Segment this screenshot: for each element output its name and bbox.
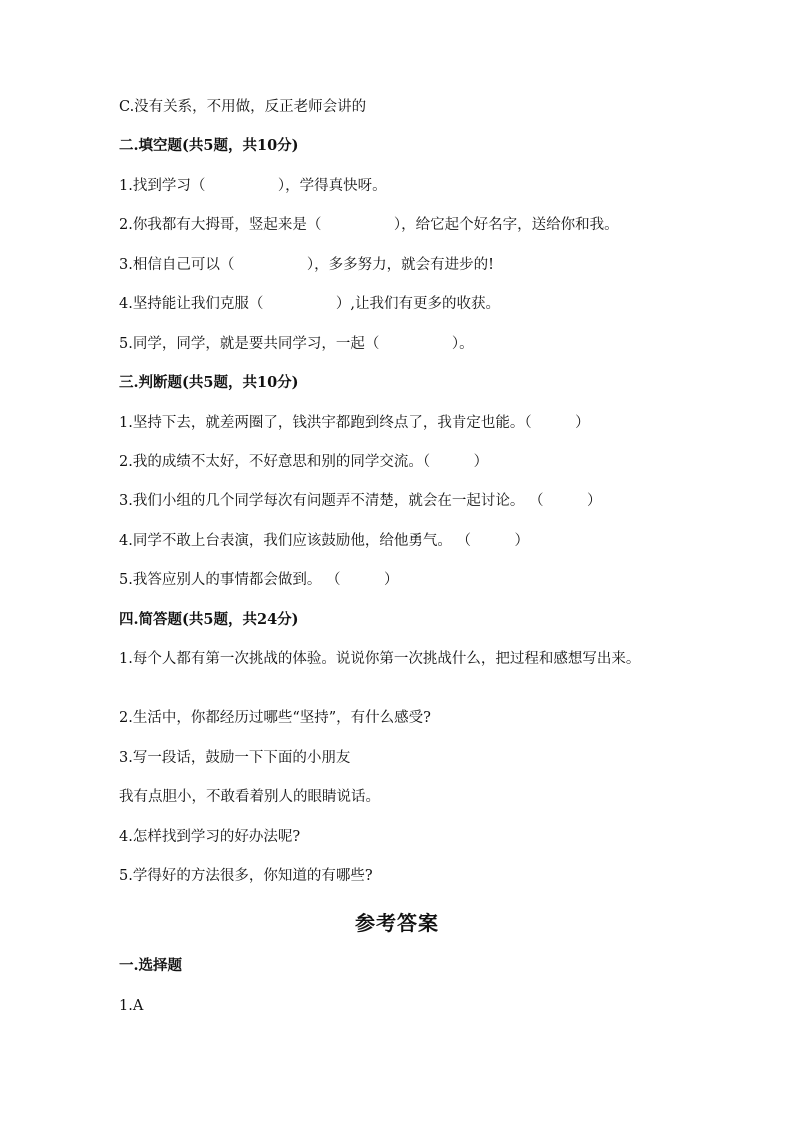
short-question-3: 3.写一段话，鼓励一下下面的小朋友 <box>119 750 351 766</box>
judge-question-4: 4.同学不敢上台表演，我们应该鼓励他，给他勇气。 （ ） <box>119 533 529 549</box>
short-question-1: 1.每个人都有第一次挑战的体验。说说你第一次挑战什么，把过程和感想写出来。 <box>119 651 641 667</box>
question-option-c: C.没有关系，不用做，反正老师会讲的 <box>119 99 367 115</box>
fill-question-3: 3.相信自己可以（ ），多多努力，就会有进步的! <box>119 257 494 273</box>
judge-question-2: 2.我的成绩不太好，不好意思和别的同学交流。（ ） <box>119 454 489 470</box>
short-question-2: 2.生活中，你都经历过哪些“坚持”，有什么感受? <box>119 710 431 726</box>
section-heading-true-false: 三.判断题(共5题，共10分) <box>119 374 299 391</box>
judge-question-3: 3.我们小组的几个同学每次有问题弄不清楚，就会在一起讨论。 （ ） <box>119 493 602 509</box>
fill-question-5: 5.同学，同学，就是要共同学习，一起（ ）。 <box>119 336 474 352</box>
answer-section-heading-choice: 一.选择题 <box>119 957 183 974</box>
answer-1: 1.A <box>119 998 144 1014</box>
judge-question-5: 5.我答应别人的事情都会做到。 （ ） <box>119 572 399 588</box>
section-heading-short-answer: 四.简答题(共5题，共24分) <box>119 611 299 628</box>
fill-question-2: 2.你我都有大拇哥，竖起来是（ ），给它起个好名字，送给你和我。 <box>119 217 619 233</box>
fill-question-1: 1.找到学习（ ），学得真快呀。 <box>119 178 387 194</box>
fill-question-4: 4.坚持能让我们克服（ ）,让我们有更多的收获。 <box>119 296 500 312</box>
short-question-4: 4.怎样找到学习的好办法呢? <box>119 829 301 845</box>
answer-key-title: 参考答案 <box>355 911 439 935</box>
short-question-3-quote: 我有点胆小，不敢看着别人的眼睛说话。 <box>119 789 380 805</box>
short-question-5: 5.学得好的方法很多，你知道的有哪些? <box>119 868 373 884</box>
judge-question-1: 1.坚持下去，就差两圈了，钱洪宇都跑到终点了，我肯定也能。（ ） <box>119 415 590 431</box>
section-heading-fill-in: 二.填空题(共5题，共10分) <box>119 137 299 154</box>
